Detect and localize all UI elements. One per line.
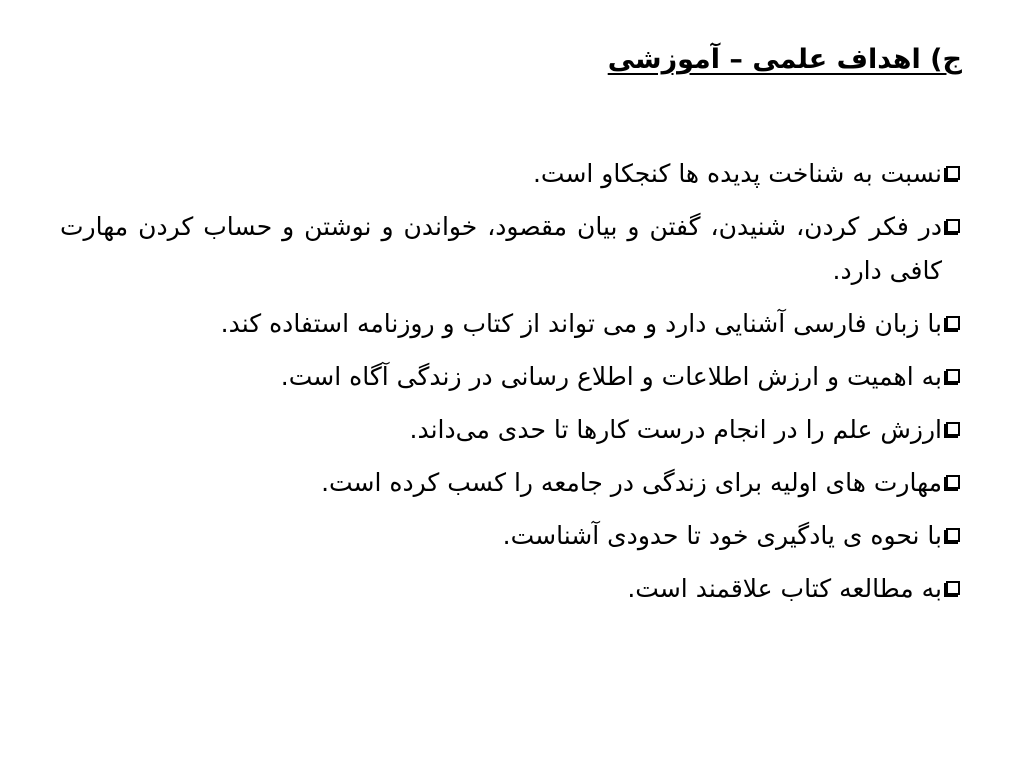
bullet-text: به اهمیت و ارزش اطلاعات و اطلاع رسانی در زندگی آگاه است. (280, 362, 942, 391)
bullet-list (60, 152, 960, 620)
bullet-text: در فکر کردن، شنیدن، گفتن و بیان مقصود، خواندن و نوشتن و حساب کردن مهارت کافی دارد. (60, 212, 942, 285)
list-item (60, 302, 960, 346)
list-item (60, 461, 960, 505)
list-item (60, 408, 960, 452)
checkbox-square-icon (946, 422, 960, 436)
list-item (60, 355, 960, 399)
bullet-text: به مطالعه کتاب علاقمند است. (627, 574, 942, 603)
list-item (60, 152, 960, 196)
bullet-text: ارزش علم را در انجام درست کارها تا حدی می‌داند. (409, 415, 942, 444)
slide-title: ج) اهداف علمی – آموزشی (607, 44, 962, 75)
bullet-text: با زبان فارسی آشنایی دارد و می تواند از کتاب و روزنامه استفاده کند. (220, 309, 942, 338)
checkbox-square-icon (946, 581, 960, 595)
list-item (60, 567, 960, 611)
bullet-text: نسبت به شناخت پدیده ها کنجکاو است. (532, 159, 942, 188)
bullet-text: مهارت های اولیه برای زندگی در جامعه را کسب کرده است. (321, 468, 942, 497)
checkbox-square-icon (946, 166, 960, 180)
list-item (60, 205, 960, 293)
checkbox-square-icon (946, 528, 960, 542)
checkbox-square-icon (946, 475, 960, 489)
checkbox-square-icon (946, 219, 960, 233)
bullet-text: با نحوه ی یادگیری خود تا حدودی آشناست. (502, 521, 942, 550)
checkbox-square-icon (946, 369, 960, 383)
checkbox-square-icon (946, 316, 960, 330)
list-item (60, 514, 960, 558)
